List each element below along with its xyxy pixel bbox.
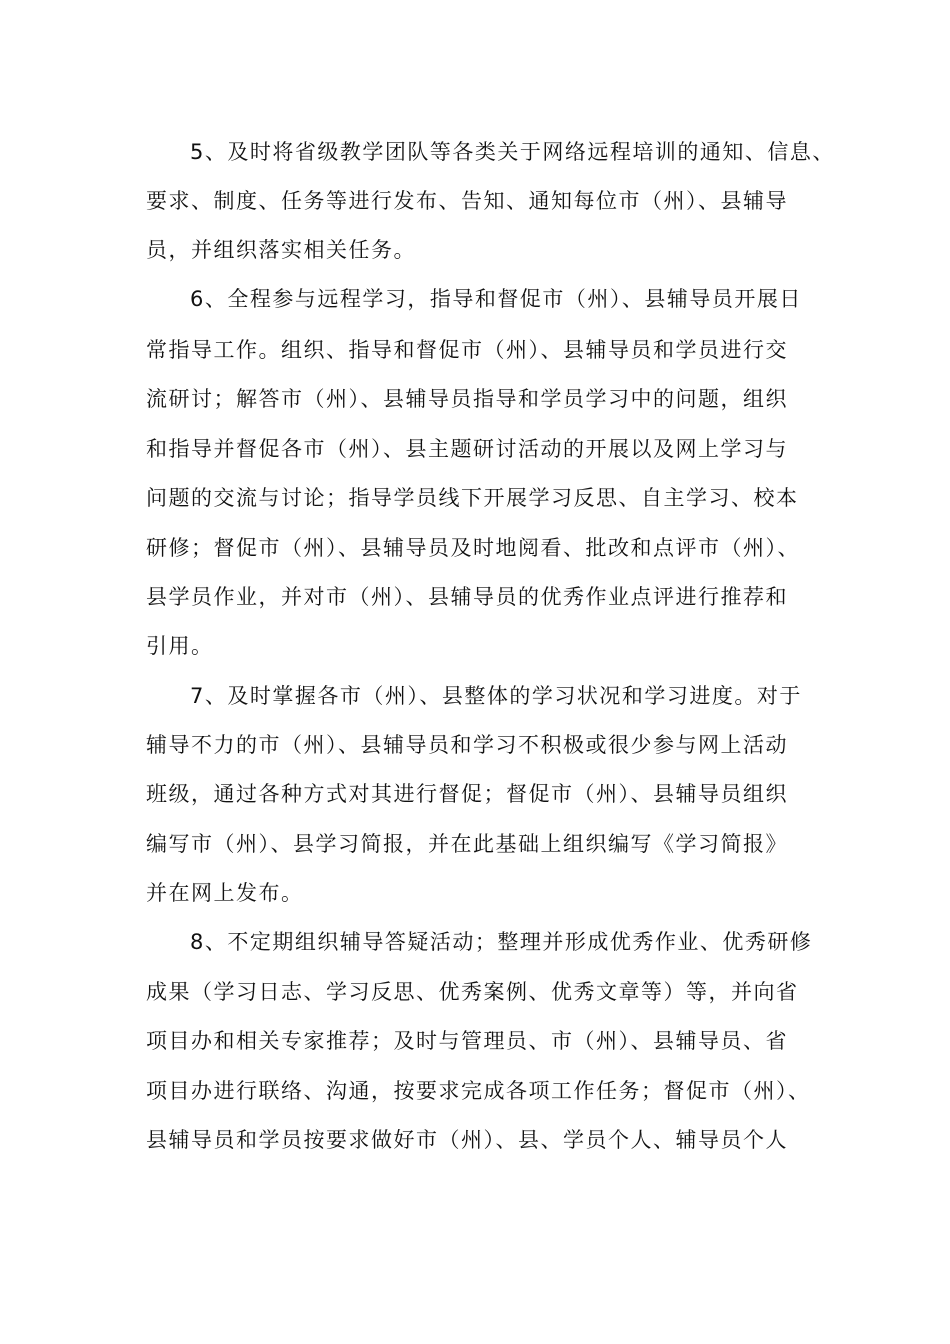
paragraph-7-line-1: 7、及时掌握各市（州）、县整体的学习状况和学习进度。对于 [190, 684, 802, 708]
paragraph-6-line-7: 县学员作业，并对市（州）、县辅导员的优秀作业点评进行推荐和 [146, 585, 788, 609]
paragraph-8-line-4: 项目办进行联络、沟通，按要求完成各项工作任务；督促市（州）、 [146, 1079, 811, 1103]
paragraph-7-line-4: 编写市（州）、县学习简报，并在此基础上组织编写《学习简报》 [146, 832, 788, 856]
paragraph-5-line-3: 员，并组织落实相关任务。 [146, 238, 416, 262]
paragraph-8-line-2: 成果（学习日志、学习反思、优秀案例、优秀文章等）等，并向省 [146, 980, 799, 1004]
paragraph-5-line-2: 要求、制度、任务等进行发布、告知、通知每位市（州）、县辅导 [146, 189, 788, 213]
paragraph-6-line-2: 常指导工作。组织、指导和督促市（州）、县辅导员和学员进行交 [146, 338, 788, 362]
paragraph-7-line-2: 辅导不力的市（州）、县辅导员和学习不积极或很少参与网上活动 [146, 733, 788, 757]
paragraph-6-line-6: 研修；督促市（州）、县辅导员及时地阅看、批改和点评市（州）、 [146, 536, 800, 560]
paragraph-8-line-1: 8、不定期组织辅导答疑活动；整理并形成优秀作业、优秀研修 [190, 930, 813, 954]
paragraph-8-line-5: 县辅导员和学员按要求做好市（州）、县、学员个人、辅导员个人 [146, 1128, 788, 1152]
paragraph-6-line-3: 流研讨；解答市（州）、县辅导员指导和学员学习中的问题，组织 [146, 387, 788, 411]
paragraph-6-line-1: 6、全程参与远程学习，指导和督促市（州）、县辅导员开展日 [190, 287, 802, 311]
paragraph-6-line-8: 引用。 [146, 634, 214, 658]
paragraph-6-line-5: 问题的交流与讨论；指导学员线下开展学习反思、自主学习、校本 [146, 486, 799, 510]
paragraph-8-line-3: 项目办和相关专家推荐；及时与管理员、市（州）、县辅导员、省 [146, 1029, 788, 1053]
paragraph-5-line-1: 5、及时将省级教学团队等各类关于网络远程培训的通知、信息、 [190, 140, 835, 164]
paragraph-7-line-3: 班级，通过各种方式对其进行督促；督促市（州）、县辅导员组织 [146, 782, 788, 806]
paragraph-6-line-4: 和指导并督促各市（州）、县主题研讨活动的开展以及网上学习与 [146, 437, 788, 461]
paragraph-7-line-5: 并在网上发布。 [146, 881, 304, 905]
